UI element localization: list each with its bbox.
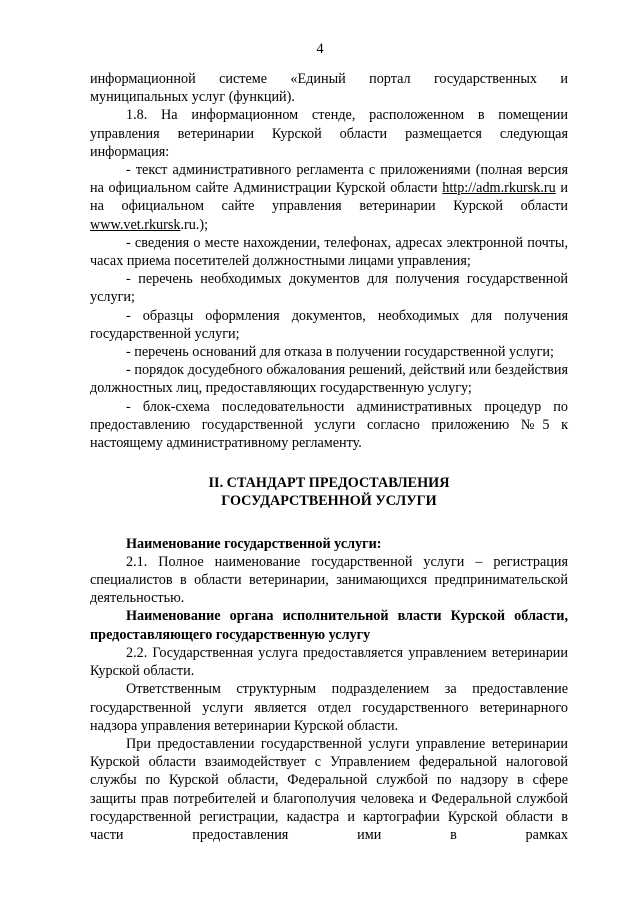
paragraph-responsible-unit: Ответственным структурным подразделением за предоставление государственной услуги является отдел государственного ветеринарного надзора управления ветеринарии Курской области.	[90, 681, 568, 734]
paragraph-portal: информационной системе «Единый портал государственных и муниципальных услуг (функций).	[90, 71, 568, 106]
vet-site-link[interactable]: www.vet.rkursk	[90, 216, 181, 233]
paragraph-1-8: 1.8. На информационном стенде, расположенном в помещении управления ветеринарии Курской области размещается следующая информация:	[90, 107, 568, 160]
list-item-refusal: - перечень оснований для отказа в получении государственной услуги;	[126, 344, 554, 361]
section-title-line: ГОСУДАРСТВЕННОЙ УСЛУГИ	[221, 493, 437, 510]
adm-site-link[interactable]: http://adm.rkursk.ru	[442, 180, 556, 197]
list-item-text: - текст административного регламента с приложениями (полная версия на официальном сайте Администрации Курской области	[90, 162, 568, 197]
list-item-samples: - образцы оформления документов, необходимых для получения государственной услуги;	[90, 307, 568, 342]
paragraph-2-1: 2.1. Полное наименование государственной услуги – регистрация специалистов в области ветеринарии, занимающихся предпринимательской деятельностью.	[90, 553, 568, 607]
list-item-regulation-text	[90, 161, 568, 234]
paragraph-interaction: При предоставлении государственной услуги управление ветеринарии Курской области взаимодействует с Управлением федеральной налоговой службы по Курской области, Федеральной службой по надзору в сфере защиты прав потребителей и благополучия человека и Федеральной службой государственной регистрации, кадастра и картографии Курской области в части предоставления ими в рамках	[90, 735, 568, 843]
section-title	[90, 474, 568, 510]
heading-authority: Наименование органа исполнительной власти Курской области, предоставляющего государственную услугу	[90, 608, 568, 643]
page-number: 4	[316, 41, 324, 57]
list-item-contacts: - сведения о месте нахождении, телефонах, адресах электронной почты, часах приема посетителей должностными лицами управления;	[90, 234, 568, 270]
list-item-appeal: - порядок досудебного обжалования решений, действий или бездействия должностных лиц, предоставляющих государственную услугу;	[90, 362, 568, 397]
list-item-text: и на официальном сайте управления ветеринарии Курской области	[90, 180, 569, 215]
paragraph-2-2: 2.2. Государственная услуга предоставляется управлением ветеринарии Курской области.	[90, 644, 568, 680]
section-title-line: II. СТАНДАРТ ПРЕДОСТАВЛЕНИЯ	[208, 475, 450, 492]
heading-service-name: Наименование государственной услуги:	[126, 535, 382, 552]
list-item-flowchart: - блок-схема последовательности административных процедур по предоставлению государственной услуги согласно приложению №5 к настоящему административному регламенту.	[90, 398, 568, 452]
list-item-text: .ru.);	[180, 216, 209, 233]
document-body	[90, 70, 568, 844]
list-item-documents: - перечень необходимых документов для получения государственной услуги;	[90, 271, 568, 306]
